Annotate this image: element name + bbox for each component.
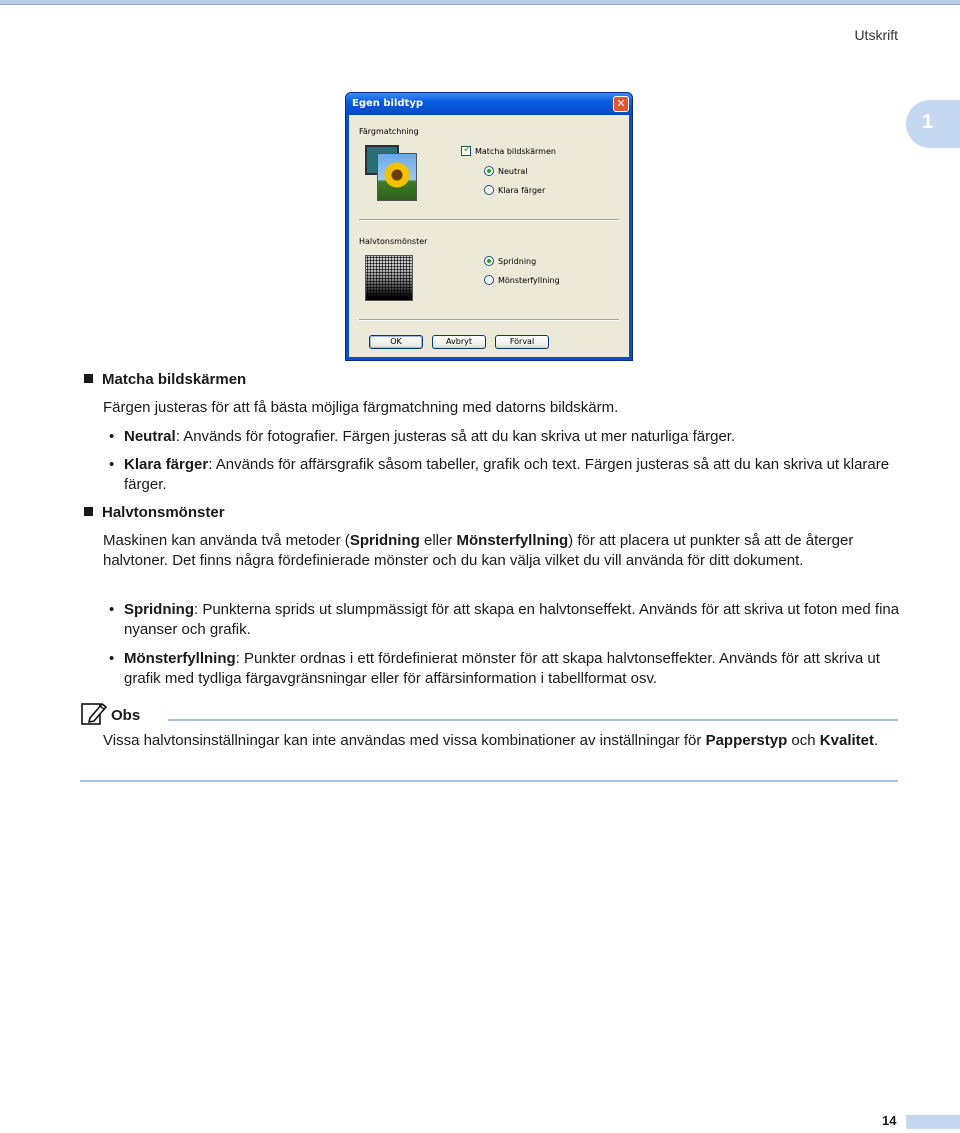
neutral-radio[interactable] [484, 166, 494, 176]
halftone-label: Halvtonsmönster [359, 237, 428, 246]
text: eller [419, 532, 457, 549]
clear-colors-label: Klara färger [498, 186, 546, 195]
neutral-label: Neutral [498, 167, 528, 176]
list-item [124, 649, 904, 689]
ok-button[interactable]: OK [369, 335, 423, 349]
match-screen-checkbox[interactable] [461, 146, 471, 156]
chapter-number: 1 [922, 111, 934, 133]
term: Spridning [349, 532, 420, 549]
page-number: 14 [882, 1113, 897, 1128]
list-item [124, 455, 904, 495]
clear-colors-radio[interactable] [484, 185, 494, 195]
text: Maskinen kan använda två metoder ( [103, 532, 350, 549]
text: och [787, 732, 820, 749]
dialog-title: Egen bildtyp [352, 98, 424, 109]
match-screen-label: Matcha bildskärmen [475, 147, 556, 156]
note-text [103, 731, 903, 751]
list-item [124, 600, 904, 640]
dither-label: Mönsterfyllning [498, 276, 560, 285]
heading-text: Halvtonsmönster [102, 504, 225, 521]
paragraph: Färgen justeras för att få bästa möjliga färgmatchning med datorns bildskärm. [103, 399, 619, 416]
custom-image-dialog [345, 92, 633, 361]
sunflower-photo-icon [377, 153, 417, 201]
chapter-tab [906, 100, 960, 148]
note-bottom-rule [80, 780, 898, 782]
close-icon[interactable]: ✕ [613, 96, 629, 112]
term: Mönsterfyllning [456, 532, 569, 549]
heading-text: Matcha bildskärmen [102, 371, 247, 388]
sunflower-icon [384, 162, 410, 188]
heading-halftone [84, 503, 225, 523]
diffusion-label: Spridning [498, 257, 537, 266]
group-separator [359, 219, 619, 221]
paragraph [103, 531, 903, 571]
term: Kvalitet [819, 732, 874, 749]
note-rule [168, 719, 898, 721]
term: Papperstyp [705, 732, 788, 749]
halftone-preview-icon [365, 255, 413, 301]
term-desc: : Punkterna sprids ut slumpmässigt för att skapa en halvtonseffekt. Används för att skriva ut foton med fina nyanser och grafik. [124, 601, 900, 638]
term: Mönsterfyllning [124, 650, 236, 667]
dialog-titlebar [346, 93, 632, 115]
term-desc: : Används för affärsgrafik såsom tabeller, grafik och text. Färgen justeras så att du kan skriva ut klarare färger. [124, 456, 890, 493]
top-rule [0, 0, 960, 5]
section-title: Utskrift [854, 27, 898, 43]
dither-radio[interactable] [484, 275, 494, 285]
dialog-body [349, 115, 629, 357]
page-bar [906, 1115, 960, 1129]
default-button[interactable]: Förval [495, 335, 549, 349]
text: ) för att placera ut punkter så att de återger halvtoner. Det finns några fördefinierade mönster och du kan välja vilket du vill använda för ditt dokument. [103, 532, 854, 569]
text: . [873, 732, 879, 749]
list-item [124, 427, 904, 447]
note-title: Obs [111, 707, 141, 724]
term-desc: : Punkter ordnas i ett fördefinierat mönster för att skapa halvtonseffekter. Används för att skriva ut grafik med tydliga färgavgränsningar eller för affärsinformation i tabellformat osv. [124, 650, 880, 687]
term-desc: : Används för fotografier. Färgen justeras så att du kan skriva ut mer naturliga färger. [175, 428, 736, 445]
term: Spridning [124, 601, 194, 618]
text: Vissa halvtonsinställningar kan inte användas med vissa kombinationer av inställningar för [103, 732, 706, 749]
group-separator [359, 319, 619, 321]
heading-match-screen [84, 370, 246, 390]
color-matching-label: Färgmatchning [359, 127, 419, 136]
term: Neutral [124, 428, 176, 445]
pencil-note-icon [80, 700, 108, 728]
diffusion-radio[interactable] [484, 256, 494, 266]
cancel-button[interactable]: Avbryt [432, 335, 486, 349]
term: Klara färger [124, 456, 209, 473]
